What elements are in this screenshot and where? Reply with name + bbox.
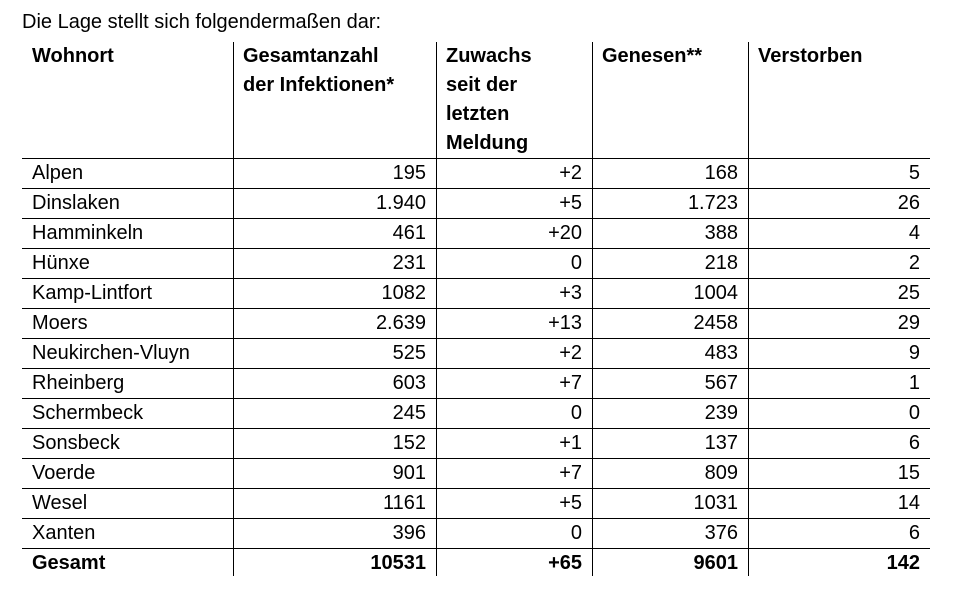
cell-zuwachs: +20 [548,222,582,244]
column-divider [592,42,593,576]
cell-verstorben: 26 [897,192,920,214]
cell-gesamtanzahl: 396 [392,522,426,544]
table-total-row [22,548,930,578]
table-row [22,458,930,489]
cell-zuwachs: +1 [559,432,582,454]
cell-verstorben: 0 [908,402,920,424]
cell-genesen: 1.723 [687,192,738,214]
cell-genesen: 239 [704,402,738,424]
header-line: Genesen** [602,45,703,67]
cell-gesamtanzahl: 1161 [382,492,426,514]
cell-genesen: 809 [704,462,738,484]
column-divider [233,42,234,576]
cell-verstorben: 6 [908,522,920,544]
cell-wohnort: Rheinberg [32,372,125,394]
cell-verstorben: 1 [908,372,920,394]
cell-wohnort: Wesel [32,492,88,514]
cell-verstorben: 4 [908,222,920,244]
cell-wohnort: Voerde [32,462,96,484]
cell-zuwachs: +7 [559,372,582,394]
cell-verstorben: 6 [908,432,920,454]
cell-zuwachs: +2 [559,162,582,184]
cell-gesamtanzahl: 231 [392,252,426,274]
cell-wohnort: Dinslaken [32,192,120,214]
header-verstorben [748,42,930,158]
cell-genesen: 567 [704,372,738,394]
table-row [22,338,930,369]
cell-zuwachs: 0 [570,402,582,424]
intro-text: Die Lage stellt sich folgendermaßen dar: [22,11,382,33]
cell-zuwachs: +7 [559,462,582,484]
cell-genesen: 388 [704,222,738,244]
cell-zuwachs: 0 [570,522,582,544]
column-divider [748,42,749,576]
table-row [22,488,930,519]
cell-wohnort: Moers [32,312,88,334]
cell-gesamtanzahl: 525 [392,342,426,364]
header-line: der Infektionen* [243,74,395,96]
cell-zuwachs: +2 [559,342,582,364]
cell-wohnort: Hamminkeln [32,222,144,244]
cell-zuwachs: +3 [559,282,582,304]
table-row [22,158,930,189]
cell-verstorben: 5 [908,162,920,184]
header-line: seit der [446,74,518,96]
cell-wohnort: Hünxe [32,252,90,274]
cell-verstorben: 142 [886,552,920,574]
cell-gesamtanzahl: 195 [392,162,426,184]
cell-zuwachs: +5 [559,492,582,514]
cell-wohnort: Schermbeck [32,402,144,424]
column-divider [436,42,437,576]
header-line: Gesamtanzahl [243,45,379,67]
cell-verstorben: 29 [897,312,920,334]
cell-verstorben: 14 [897,492,920,514]
cell-genesen: 483 [704,342,738,364]
cell-verstorben: 25 [897,282,920,304]
table-row [22,428,930,459]
cell-gesamtanzahl: 152 [392,432,426,454]
cell-wohnort: Gesamt [32,552,106,574]
cell-genesen: 9601 [693,552,738,574]
cell-genesen: 218 [704,252,738,274]
cell-gesamtanzahl: 1082 [381,282,426,304]
table-row [22,308,930,339]
header-line: Zuwachs [446,45,532,67]
table-header-row [22,42,930,159]
table-row [22,398,930,429]
cell-genesen: 137 [704,432,738,454]
cell-wohnort: Neukirchen-Vluyn [32,342,190,364]
cell-gesamtanzahl: 245 [392,402,426,424]
cell-zuwachs: +65 [548,552,582,574]
header-line: Meldung [446,132,529,154]
cell-gesamtanzahl: 1.940 [375,192,426,214]
cell-gesamtanzahl: 10531 [370,552,426,574]
cell-genesen: 376 [704,522,738,544]
header-line: Wohnort [32,45,114,67]
table-row [22,218,930,249]
cell-zuwachs: +5 [559,192,582,214]
cell-verstorben: 2 [908,252,920,274]
header-wohnort [22,42,233,158]
header-zuwachs [436,42,592,158]
header-line: letzten [446,103,510,125]
cell-gesamtanzahl: 2.639 [375,312,426,334]
cell-gesamtanzahl: 461 [392,222,426,244]
cell-zuwachs: +13 [548,312,582,334]
header-gesamtanzahl [233,42,436,158]
header-line: Verstorben [758,45,863,67]
cell-genesen: 168 [704,162,738,184]
header-genesen [592,42,748,158]
cell-verstorben: 15 [897,462,920,484]
cell-zuwachs: 0 [570,252,582,274]
cell-gesamtanzahl: 901 [392,462,426,484]
table-row [22,248,930,279]
cell-wohnort: Alpen [32,162,84,184]
cell-genesen: 1031 [693,492,738,514]
cell-genesen: 1004 [693,282,738,304]
cell-gesamtanzahl: 603 [392,372,426,394]
table-row [22,368,930,399]
cell-wohnort: Xanten [32,522,96,544]
cell-genesen: 2458 [693,312,738,334]
cell-wohnort: Sonsbeck [32,432,120,454]
cell-verstorben: 9 [908,342,920,364]
table-row [22,278,930,309]
table-row [22,518,930,549]
table-row [22,188,930,219]
cell-wohnort: Kamp-Lintfort [32,282,153,304]
